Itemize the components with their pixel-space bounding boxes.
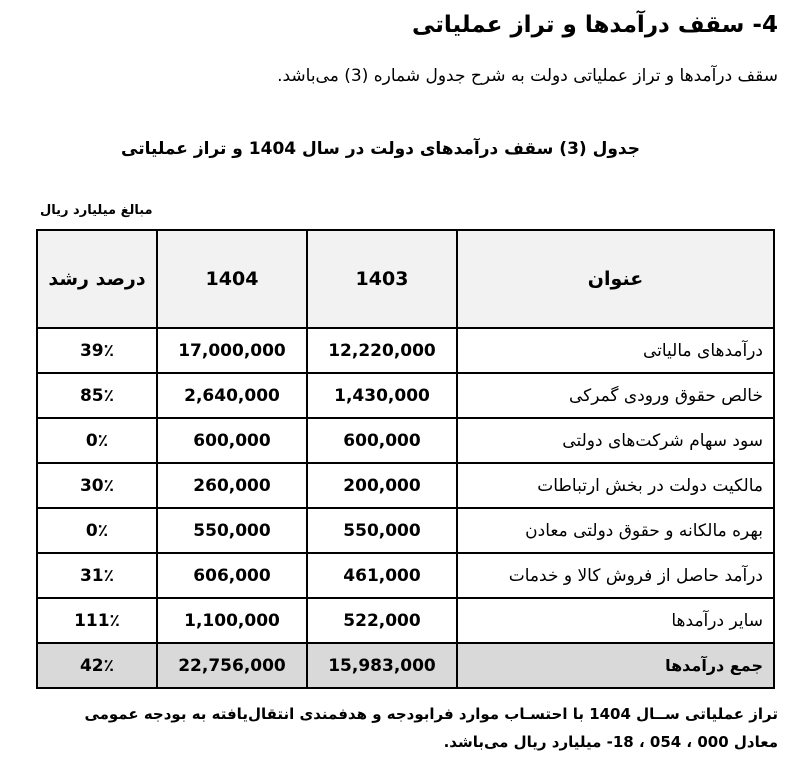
- row-value-1403: 461,000: [307, 553, 457, 598]
- table-row: [37, 553, 774, 598]
- row-value-1404: 260,000: [157, 463, 307, 508]
- table-row: [37, 598, 774, 643]
- row-value-1404: 600,000: [157, 418, 307, 463]
- row-value-1404: 2,640,000: [157, 373, 307, 418]
- row-growth: 31٪: [37, 553, 157, 598]
- total-growth: 42٪: [37, 643, 157, 688]
- table-total-row: [37, 643, 774, 688]
- row-value-1403: 1,430,000: [307, 373, 457, 418]
- row-title: سود سهام شرکت‌های دولتی: [457, 418, 774, 463]
- header-title: عنوان: [457, 230, 774, 328]
- table-row: [37, 418, 774, 463]
- total-value-1404: 22,756,000: [157, 643, 307, 688]
- row-title: درآمد حاصل از فروش کالا و خدمات: [457, 553, 774, 598]
- table-row: [37, 373, 774, 418]
- table-header-row: [37, 230, 774, 328]
- row-value-1404: 606,000: [157, 553, 307, 598]
- revenue-table: [36, 229, 775, 689]
- row-growth: 111٪: [37, 598, 157, 643]
- operating-balance-note: [30, 700, 778, 756]
- row-value-1404: 17,000,000: [157, 328, 307, 373]
- table-row: [37, 463, 774, 508]
- intro-paragraph: سقف درآمدها و تراز عملیاتی دولت به شرح جدول شماره (3) می‌باشد.: [277, 66, 778, 86]
- header-1404: 1404: [157, 230, 307, 328]
- row-title: خالص حقوق ورودی گمرکی: [457, 373, 774, 418]
- table-caption: جدول (3) سقف درآمدهای دولت در سال 1404 و تراز عملیاتی: [121, 139, 640, 159]
- row-growth: 39٪: [37, 328, 157, 373]
- row-title: بهره مالکانه و حقوق دولتی معادن: [457, 508, 774, 553]
- row-title: مالکیت دولت در بخش ارتباطات: [457, 463, 774, 508]
- row-value-1403: 522,000: [307, 598, 457, 643]
- total-value-1403: 15,983,000: [307, 643, 457, 688]
- row-growth: 0٪: [37, 508, 157, 553]
- footer-line-2: معادل 000 ، 054 ، 18- میلیارد ریال می‌باشد.: [443, 733, 778, 751]
- header-growth: درصد رشد: [37, 230, 157, 328]
- row-value-1403: 12,220,000: [307, 328, 457, 373]
- row-growth: 30٪: [37, 463, 157, 508]
- table-row: [37, 328, 774, 373]
- row-growth: 0٪: [37, 418, 157, 463]
- row-value-1403: 600,000: [307, 418, 457, 463]
- table-row: [37, 508, 774, 553]
- row-value-1403: 550,000: [307, 508, 457, 553]
- row-value-1404: 550,000: [157, 508, 307, 553]
- row-growth: 85٪: [37, 373, 157, 418]
- unit-note: مبالغ میلیارد ریال: [40, 203, 153, 218]
- header-1403: 1403: [307, 230, 457, 328]
- total-title: جمع درآمدها: [457, 643, 774, 688]
- row-value-1403: 200,000: [307, 463, 457, 508]
- row-title: سایر درآمدها: [457, 598, 774, 643]
- section-heading: 4- سقف درآمدها و تراز عملیاتی: [411, 12, 778, 38]
- row-title: درآمدهای مالیاتی: [457, 328, 774, 373]
- footer-line-1: تراز عملیاتی ســال 1404 با احتسـاب موارد فرابودجه و هدفمندی انتقال‌یافته به بودجه عمومی: [84, 705, 778, 723]
- row-value-1404: 1,100,000: [157, 598, 307, 643]
